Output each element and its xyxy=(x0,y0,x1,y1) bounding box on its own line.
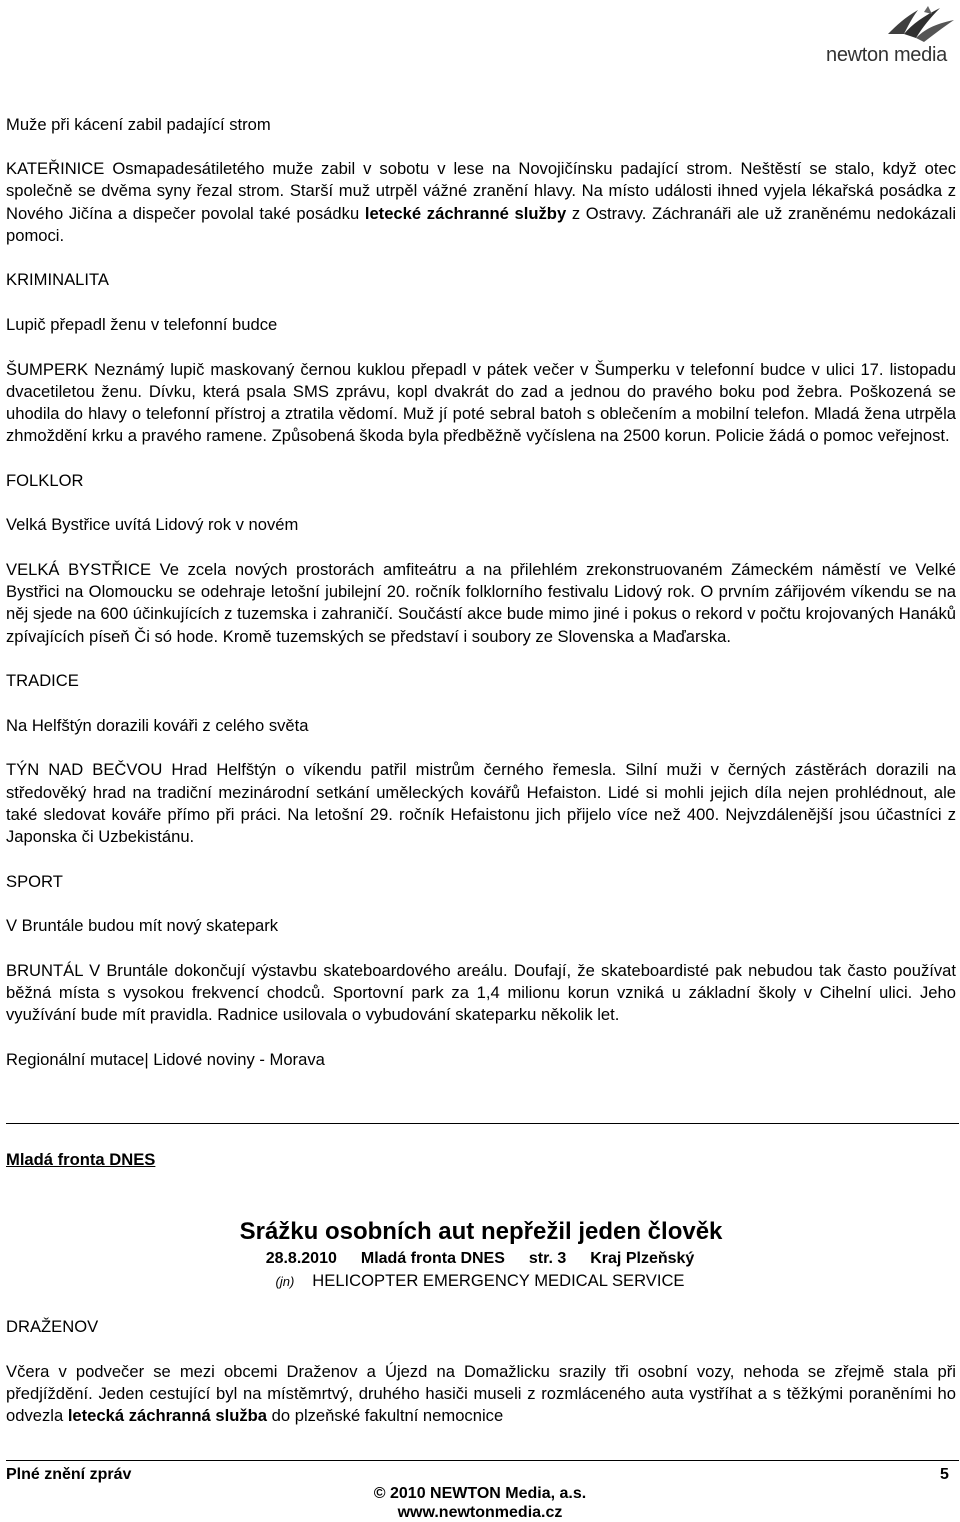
article-page: str. 3 xyxy=(528,1250,567,1267)
author-initials: (jn) xyxy=(275,1274,295,1289)
logo-wordmark: newton media xyxy=(826,44,947,66)
article-body: Včera v podvečer se mezi obcemi Draženov a Újezd na Domažlicku srazily tři osobní vozy, nehoda se zřejmě stala při předjíždění. Jeden cestující byl na místěmrtvý, druhého hasiči museli z rozmláceného auta vystříhat a s těžkými poraněními ho odvezla letecká záchranná služba do plzeňské fakultní nemocnice xyxy=(6,1362,956,1426)
footer-divider xyxy=(6,1460,959,1461)
section-heading: KRIMINALITA xyxy=(6,270,109,290)
bold-phrase: letecká záchranná služba xyxy=(67,1406,268,1426)
article-title: Lupič přepadl ženu v telefonní budce xyxy=(6,315,278,334)
article-headline: Srážku osobních aut nepřežil jeden člověk xyxy=(239,1218,723,1245)
bird-logo-icon xyxy=(878,4,956,46)
article-body: VELKÁ BYSTŘICE Ve zcela nových prostorách amfiteátru a na přilehlém zrekonstruovaném Zámeckém náměstí ve Velké Bystřici na Olomoucku se odehraje letošní jubilejní 20. ročník folklorního festivalu Lidový rok. O prvním zářijovém víkendu se na něj sjede na 600 účinkujících z tuzemska i zahraničí. Součástí akce bude mimo jiné i pokus o rekord v počtu krojovaných Hanáků zpívajících píseň Či só hode. Kromě tuzemských se představí i soubory ze Slovenska a Maďarska. xyxy=(6,559,956,646)
footer-copyright xyxy=(0,1484,960,1522)
dateline: DRAŽENOV xyxy=(6,1317,99,1336)
article-meta xyxy=(0,1250,960,1268)
page-number: 5 xyxy=(940,1466,949,1483)
news-content xyxy=(6,114,956,1071)
section-heading: TRADICE xyxy=(6,671,79,691)
article-date: 28.8.2010 xyxy=(265,1250,337,1267)
article-title: Velká Bystřice uvítá Lidový rok v novém xyxy=(6,515,299,535)
publication-name: Mladá fronta DNES xyxy=(6,1150,156,1169)
article-title: Na Helfštýn dorazili kováři z celého světa xyxy=(6,715,309,735)
footer-label: Plné znění zpráv xyxy=(6,1466,132,1483)
article-title: V Bruntále budou mít nový skatepark xyxy=(6,916,279,936)
article-author-line xyxy=(0,1271,960,1291)
section-heading: SPORT xyxy=(6,871,63,891)
article-region: Kraj Plzeňský xyxy=(590,1250,695,1267)
article-source: Mladá fronta DNES xyxy=(360,1250,505,1267)
article-body: KATEŘINICE Osmapadesátiletého muže zabil v sobotu v lese na Novojičínsku padající strom. Neštěstí se stalo, když otec společně se dvěma syny řezal strom. Starší muž utrpěl vážné zranění hlavy. Na místo události ihned vyjela lékařská posádka z Nového Jičína a dispečer povolal také posádku letecké záchranné služby z Ostravy. Záchranáři ale už zraněnému nedokázali pomoci. xyxy=(6,159,957,245)
article-title: Muže při kácení zabil padající strom xyxy=(6,115,271,134)
article-body: ŠUMPERK Neznámý lupič maskovaný černou kuklou přepadl v pátek večer v Šumperku v telefonní budce v ulici 17. listopadu dvacetiletou ženu. Dívku, která psala SMS zprávu, kopl dvakrát do zad a jednou do pravého boku pod žebra. Poškozená se uhodila do hlavy o telefonní přístroj a ztratila vědomí. Muž jí poté sebral batoh s oblečením a mobilní telefon. Mladá žena utrpěla zhmoždění krku a pravého ramene. Způsobená škoda byla předběžně vyčíslena na 2500 korun. Policie žádá o pomoc veřejnost. xyxy=(6,359,956,446)
newton-media-logo xyxy=(826,4,956,68)
section-heading: FOLKLOR xyxy=(6,470,84,490)
article-body: TÝN NAD BEČVOU Hrad Helfštýn o víkendu patřil mistrům černého řemesla. Silní muži v černých zástěrách dorazili na středověký hrad na tradiční mezinárodní setkání uměleckých kovářů Hefaiston. Lidé si mohli jejich díla nejen prohlédnout, ale také sledovat kováře přímo při práci. Na letošní 29. ročník Hefaistonu jich přijelo více než 400. Nejvzdálenější jsou účastníci z Japonska či Uzbekistánu. xyxy=(6,760,956,846)
website-link[interactable]: www.newtonmedia.cz xyxy=(397,1504,563,1521)
divider xyxy=(6,1123,959,1124)
article-tag: HELICOPTER EMERGENCY MEDICAL SERVICE xyxy=(312,1271,685,1290)
bold-phrase: letecké záchranné služby xyxy=(364,203,567,223)
copyright-text: © 2010 NEWTON Media, a.s. xyxy=(373,1485,587,1502)
article-body: BRUNTÁL V Bruntále dokončují výstavbu skateboardového areálu. Doufají, že skateboardisté pak nebudou tak často používat běžná místa s vysokou frekvencí chodců. Sportovní park za 1,4 milionu korun vzniká u základní školy v Cihelní ulici. Jeho využívání bude mít pravidla. Radnice usilovala o vybudování skateparku několik let. xyxy=(6,960,956,1025)
source-line: Regionální mutace| Lidové noviny - Morava xyxy=(6,1049,325,1069)
